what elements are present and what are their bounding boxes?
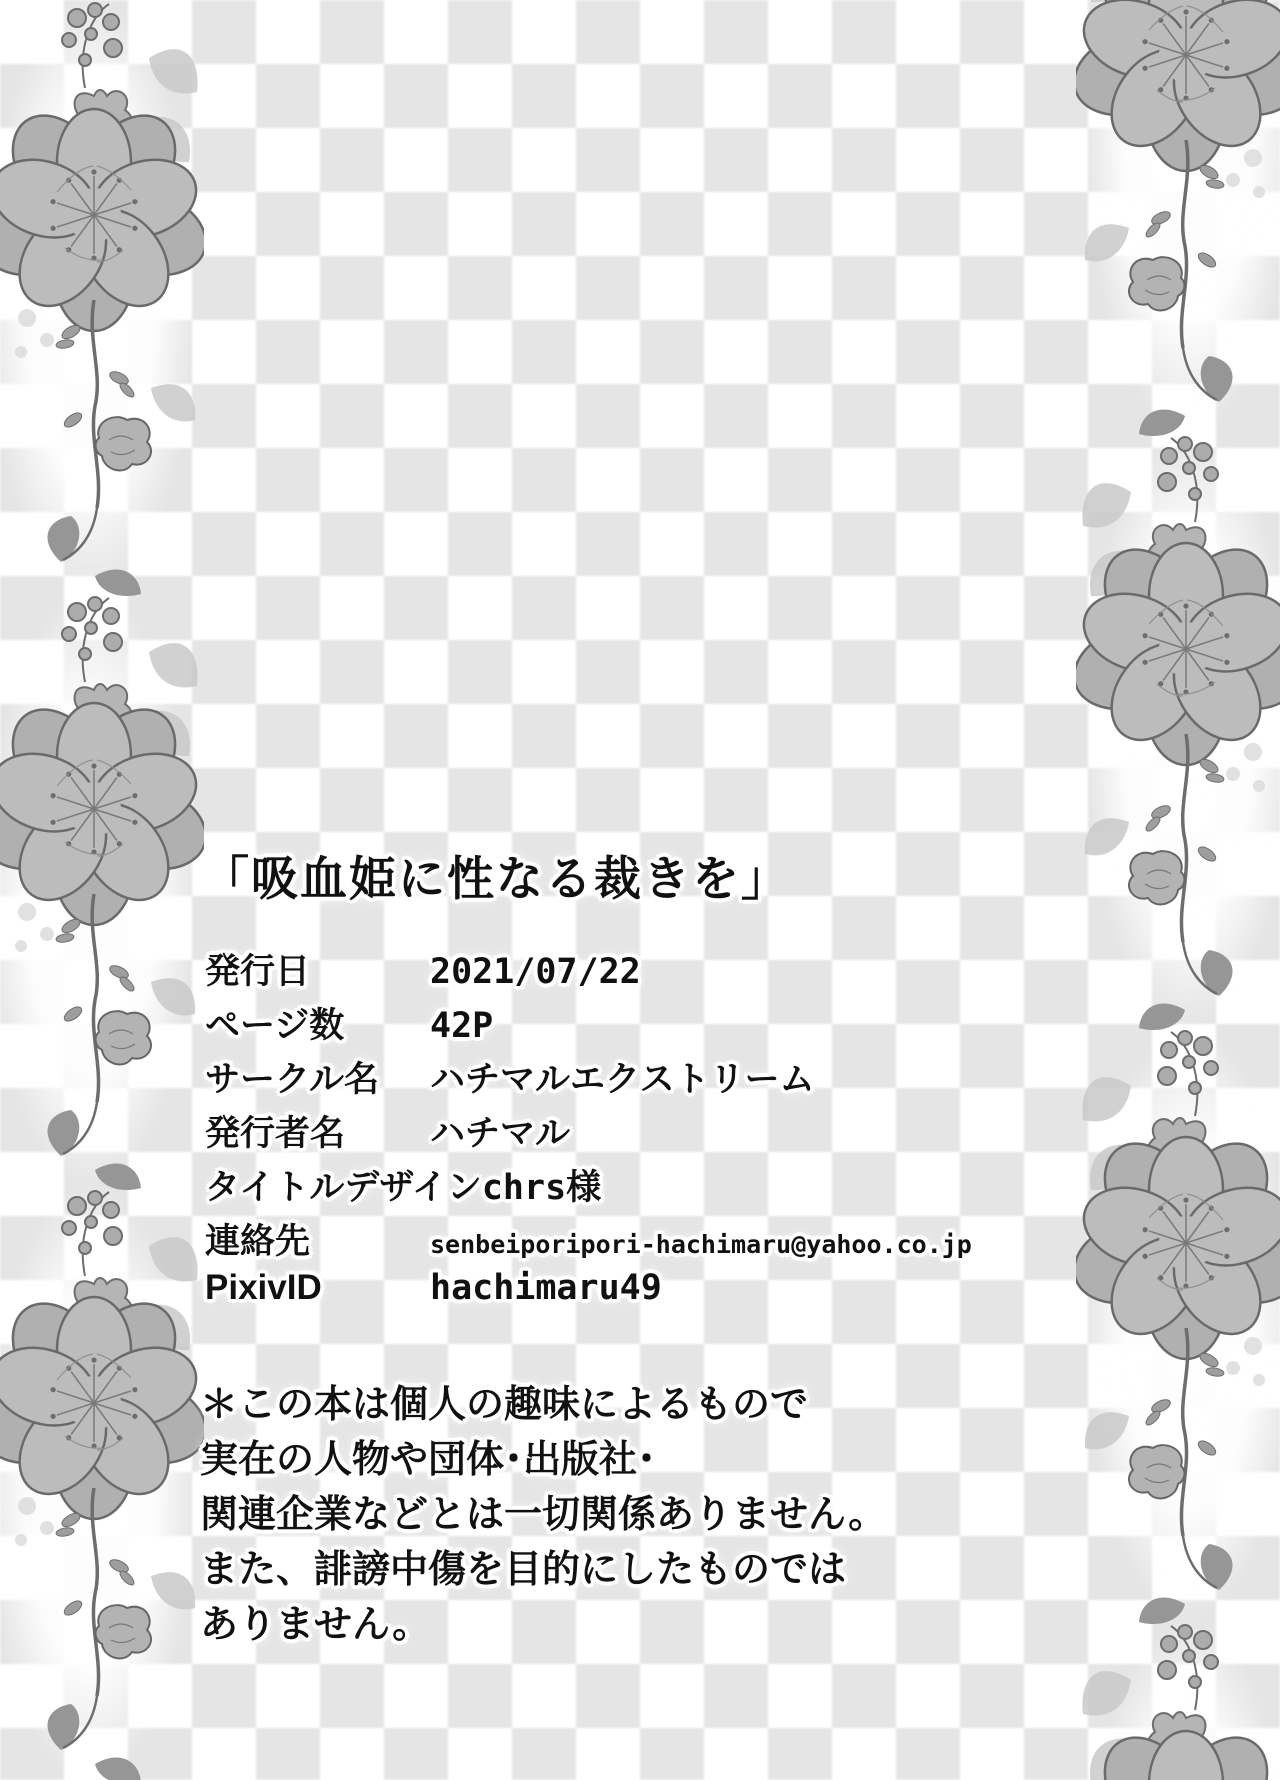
info-label: 発行者名 xyxy=(205,1114,346,1153)
info-row-publish-date xyxy=(205,944,1085,998)
info-value: 42P xyxy=(430,1006,494,1046)
book-title: 「吸血姫に性なる裁きを」 xyxy=(202,854,790,906)
publication-info xyxy=(205,944,1085,1322)
info-label: ページ数 xyxy=(205,1006,345,1045)
info-row-page-count xyxy=(205,998,1085,1052)
info-label: 発行日 xyxy=(205,952,311,991)
info-label: サークル名 xyxy=(205,1060,379,1099)
info-value: ハチマルエクストリーム xyxy=(430,1060,815,1100)
info-label: PixivID xyxy=(205,1268,322,1307)
info-row-circle-name xyxy=(205,1052,1085,1106)
info-value: chrs様 xyxy=(481,1168,602,1208)
info-value: hachimaru49 xyxy=(430,1268,662,1308)
info-row-title-design xyxy=(205,1160,1085,1214)
disclaimer-line: ありません。 xyxy=(200,1604,431,1646)
disclaimer-line: 関連企業などとは一切関係ありません。 xyxy=(200,1494,887,1536)
info-row-pixiv-id xyxy=(205,1268,1085,1322)
disclaimer xyxy=(200,1378,1100,1653)
info-label: タイトルデザイン xyxy=(205,1168,482,1207)
disclaimer-line: また、誹謗中傷を目的にしたものでは xyxy=(200,1549,847,1591)
disclaimer-line: ＊この本は個人の趣味によるもので xyxy=(200,1384,809,1426)
info-label: 連絡先 xyxy=(205,1222,311,1261)
info-row-publisher-name xyxy=(205,1106,1085,1160)
info-row-contact-email xyxy=(205,1214,1085,1268)
disclaimer-line: 実在の人物や団体･出版社･ xyxy=(200,1439,657,1481)
info-value: ハチマル xyxy=(430,1114,571,1154)
info-value: 2021/07/22 xyxy=(430,952,641,992)
contact-email: senbeiporipori-hachimaru@yahoo.co.jp xyxy=(430,1230,972,1259)
